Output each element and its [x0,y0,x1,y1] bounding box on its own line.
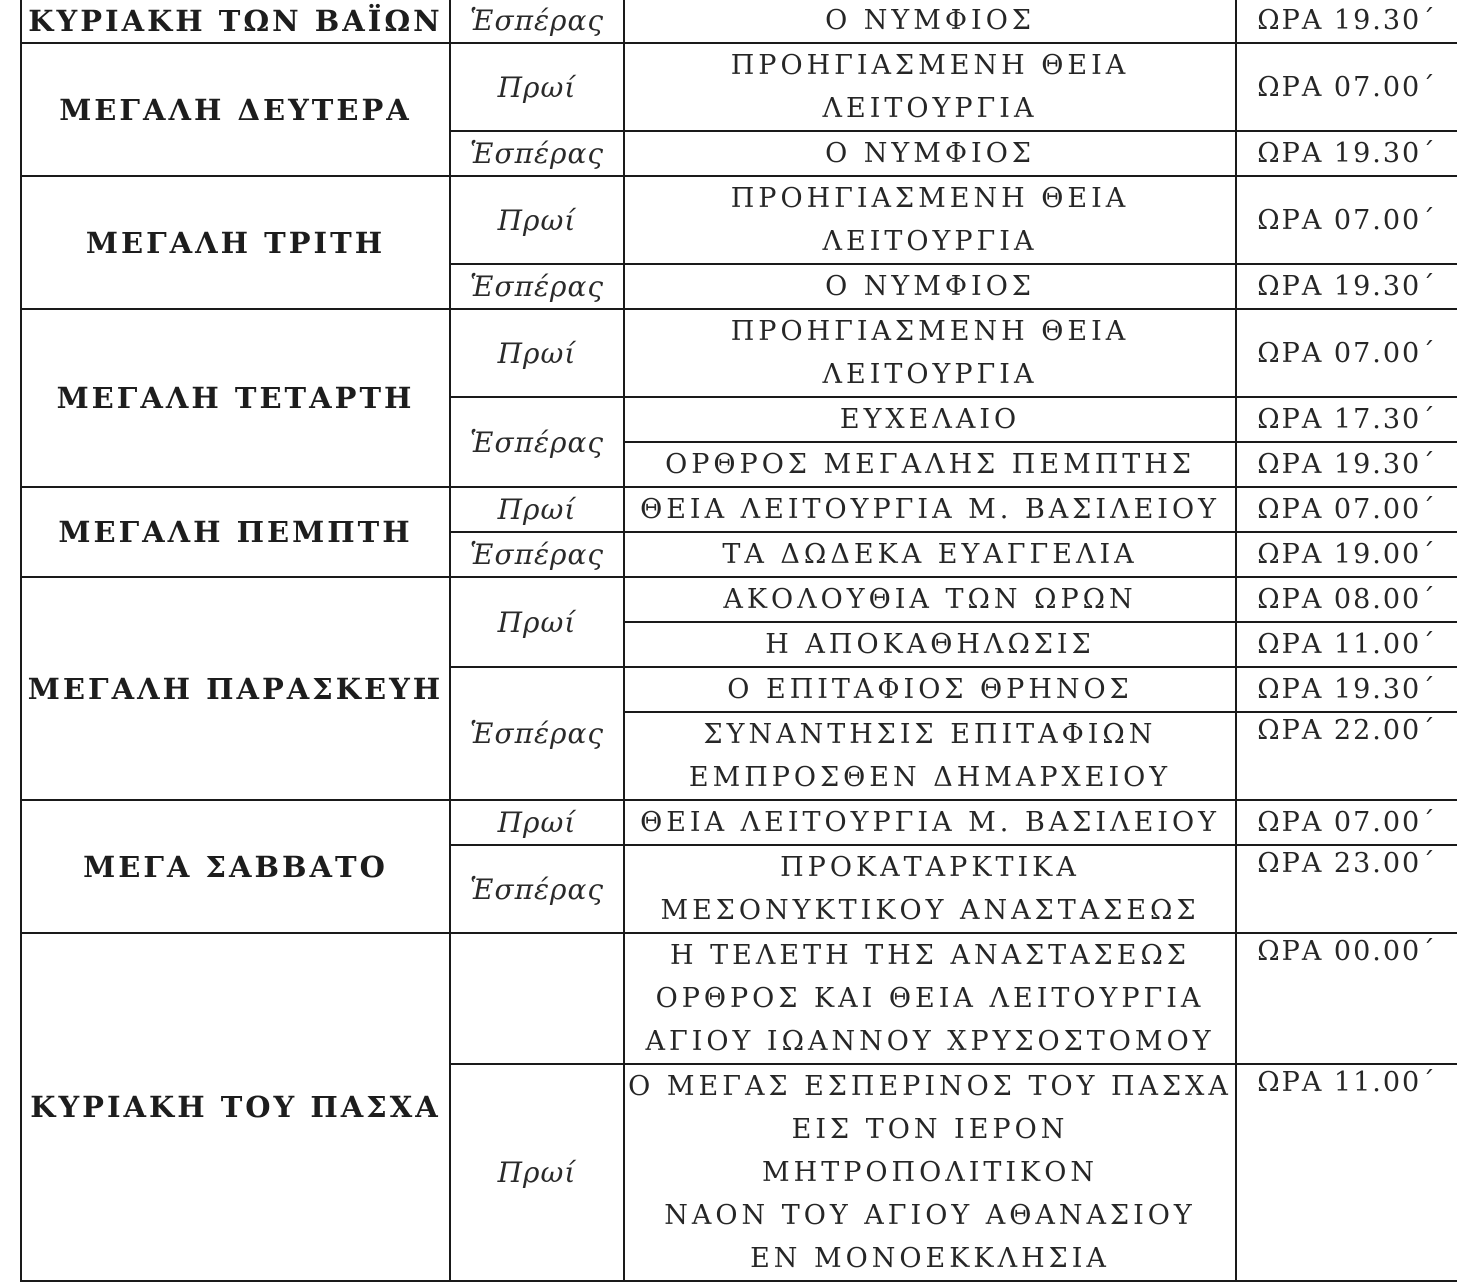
schedule-row [21,933,1457,1064]
time-of-day-cell: Ἑσπέρας [450,532,624,577]
service-name-cell [624,43,1236,131]
service-name-line: ΟΡΘΡΟΣ ΜΕΓΑΛΗΣ ΠΕΜΠΤΗΣ [665,449,1195,480]
day-name-cell: ΚΥΡΙΑΚΗ ΤΟΥ ΠΑΣΧΑ [21,933,450,1281]
time-of-day-cell: Ἑσπέρας [450,264,624,309]
service-name-cell [624,577,1236,622]
time-of-day-cell: Ἑσπέρας [450,667,624,800]
service-name-line: ΜΕΣΟΝΥΚΤΙΚΟΥ ΑΝΑΣΤΑΣΕΩΣ [660,895,1200,926]
service-time-cell: ΩΡΑ 07.00΄ [1236,176,1457,264]
day-name-cell: ΚΥΡΙΑΚΗ ΤΩΝ ΒΑΪΩΝ [21,0,450,43]
service-time-cell: ΩΡΑ 08.00΄ [1236,577,1457,622]
service-name-cell [624,622,1236,667]
day-name-cell: ΜΕΓΑΛΗ ΔΕΥΤΕΡΑ [21,43,450,176]
service-name-cell [624,264,1236,309]
service-name-line: ΑΓΙΟΥ ΙΩΑΝΝΟΥ ΧΡΥΣΟΣΤΟΜΟΥ [645,1026,1215,1057]
service-time-cell: ΩΡΑ 17.30΄ [1236,397,1457,442]
service-name-line: Ο ΝΥΜΦΙΟΣ [825,5,1035,36]
service-time-cell: ΩΡΑ 19.30΄ [1236,667,1457,712]
service-name-line: Ο ΝΥΜΦΙΟΣ [825,138,1035,169]
holy-week-schedule-table [20,0,1457,1282]
time-of-day-cell: Πρωί [450,43,624,131]
service-time-cell: ΩΡΑ 19.30΄ [1236,442,1457,487]
service-time-cell: ΩΡΑ 23.00΄ [1236,845,1457,933]
service-name-cell [624,933,1236,1064]
schedule-row [21,309,1457,397]
service-name-cell [624,532,1236,577]
service-name-cell [624,487,1236,532]
time-of-day-cell: Ἑσπέρας [450,0,624,43]
service-name-line: ΤΑ ΔΩΔΕΚΑ ΕΥΑΓΓΕΛΙΑ [722,539,1138,570]
service-time-cell: ΩΡΑ 07.00΄ [1236,309,1457,397]
service-name-cell [624,0,1236,43]
service-time-cell: ΩΡΑ 11.00΄ [1236,622,1457,667]
service-name-line: ΕΜΠΡΟΣΘΕΝ ΔΗΜΑΡΧΕΙΟΥ [688,762,1172,793]
time-of-day-cell: Ἑσπέρας [450,131,624,176]
service-name-cell [624,1064,1236,1281]
schedule-body [21,0,1457,1281]
service-time-cell: ΩΡΑ 07.00΄ [1236,487,1457,532]
service-time-cell: ΩΡΑ 07.00΄ [1236,43,1457,131]
time-of-day-cell: Πρωί [450,577,624,667]
service-time-cell: ΩΡΑ 11.00΄ [1236,1064,1457,1281]
time-of-day-cell: Πρωί [450,309,624,397]
service-name-line: Η ΑΠΟΚΑΘΗΛΩΣΙΣ [765,629,1095,660]
service-name-line: ΠΡΟΗΓΙΑΣΜΕΝΗ ΘΕΙΑ ΛΕΙΤΟΥΡΓΙΑ [730,50,1130,124]
service-name-line: ΕΝ ΜΟΝΟΕΚΚΛΗΣΙΑ [750,1243,1110,1274]
service-time-cell: ΩΡΑ 00.00΄ [1236,933,1457,1064]
service-time-cell: ΩΡΑ 19.30΄ [1236,0,1457,43]
service-name-line: ΠΡΟΚΑΤΑΡΚΤΙΚΑ [780,852,1080,883]
service-name-cell [624,712,1236,800]
schedule-row [21,487,1457,532]
service-name-line: Η ΤΕΛΕΤΗ ΤΗΣ ΑΝΑΣΤΑΣΕΩΣ [670,940,1190,971]
service-name-line: ΕΥΧΕΛΑΙΟ [839,404,1021,435]
service-name-line: ΘΕΙΑ ΛΕΙΤΟΥΡΓΙΑ Μ. ΒΑΣΙΛΕΙΟΥ [640,494,1220,525]
service-name-cell [624,442,1236,487]
service-name-line: ΑΚΟΛΟΥΘΙΑ ΤΩΝ ΩΡΩΝ [723,584,1137,615]
service-name-line: Ο ΜΕΓΑΣ ΕΣΠΕΡΙΝΟΣ ΤΟΥ ΠΑΣΧΑ [628,1071,1232,1102]
time-of-day-cell: Πρωί [450,487,624,532]
service-name-cell [624,667,1236,712]
service-name-cell [624,309,1236,397]
service-name-line: ΠΡΟΗΓΙΑΣΜΕΝΗ ΘΕΙΑ ΛΕΙΤΟΥΡΓΙΑ [730,183,1130,257]
service-name-line: ΘΕΙΑ ΛΕΙΤΟΥΡΓΙΑ Μ. ΒΑΣΙΛΕΙΟΥ [640,807,1220,838]
day-name-cell: ΜΕΓΑΛΗ ΤΕΤΑΡΤΗ [21,309,450,487]
time-of-day-cell: Ἑσπέρας [450,397,624,487]
day-name-cell: ΜΕΓΑΛΗ ΠΑΡΑΣΚΕΥΗ [21,577,450,800]
schedule-row [21,800,1457,845]
service-name-line: ΝΑΟΝ ΤΟΥ ΑΓΙΟΥ ΑΘΑΝΑΣΙΟΥ [664,1200,1196,1231]
service-name-cell [624,397,1236,442]
service-time-cell: ΩΡΑ 22.00΄ [1236,712,1457,800]
day-name-cell: ΜΕΓΑΛΗ ΠΕΜΠΤΗ [21,487,450,577]
service-time-cell: ΩΡΑ 19.00΄ [1236,532,1457,577]
service-time-cell: ΩΡΑ 07.00΄ [1236,800,1457,845]
service-name-line: ΠΡΟΗΓΙΑΣΜΕΝΗ ΘΕΙΑ ΛΕΙΤΟΥΡΓΙΑ [730,316,1130,390]
time-of-day-cell: Πρωί [450,1064,624,1281]
service-name-line: Ο ΝΥΜΦΙΟΣ [825,271,1035,302]
schedule-row [21,176,1457,264]
service-name-cell [624,176,1236,264]
schedule-row [21,0,1457,43]
service-name-cell [624,800,1236,845]
service-time-cell: ΩΡΑ 19.30΄ [1236,131,1457,176]
service-time-cell: ΩΡΑ 19.30΄ [1236,264,1457,309]
service-name-line: ΕΙΣ ΤΟΝ ΙΕΡΟΝ ΜΗΤΡΟΠΟΛΙΤΙΚΟΝ [762,1114,1098,1188]
service-name-cell [624,845,1236,933]
day-name-cell: ΜΕΓΑ ΣΑΒΒΑΤΟ [21,800,450,933]
time-of-day-cell: Πρωί [450,800,624,845]
schedule-row [21,577,1457,622]
day-name-cell: ΜΕΓΑΛΗ ΤΡΙΤΗ [21,176,450,309]
service-name-cell [624,131,1236,176]
service-name-line: Ο ΕΠΙΤΑΦΙΟΣ ΘΡΗΝΟΣ [727,674,1133,705]
time-of-day-cell: Πρωί [450,176,624,264]
schedule-row [21,43,1457,131]
time-of-day-cell: Ἑσπέρας [450,845,624,933]
service-name-line: ΣΥΝΑΝΤΗΣΙΣ ΕΠΙΤΑΦΙΩΝ [703,719,1157,750]
time-of-day-cell [450,933,624,1064]
service-name-line: ΟΡΘΡΟΣ ΚΑΙ ΘΕΙΑ ΛΕΙΤΟΥΡΓΙΑ [655,983,1205,1014]
